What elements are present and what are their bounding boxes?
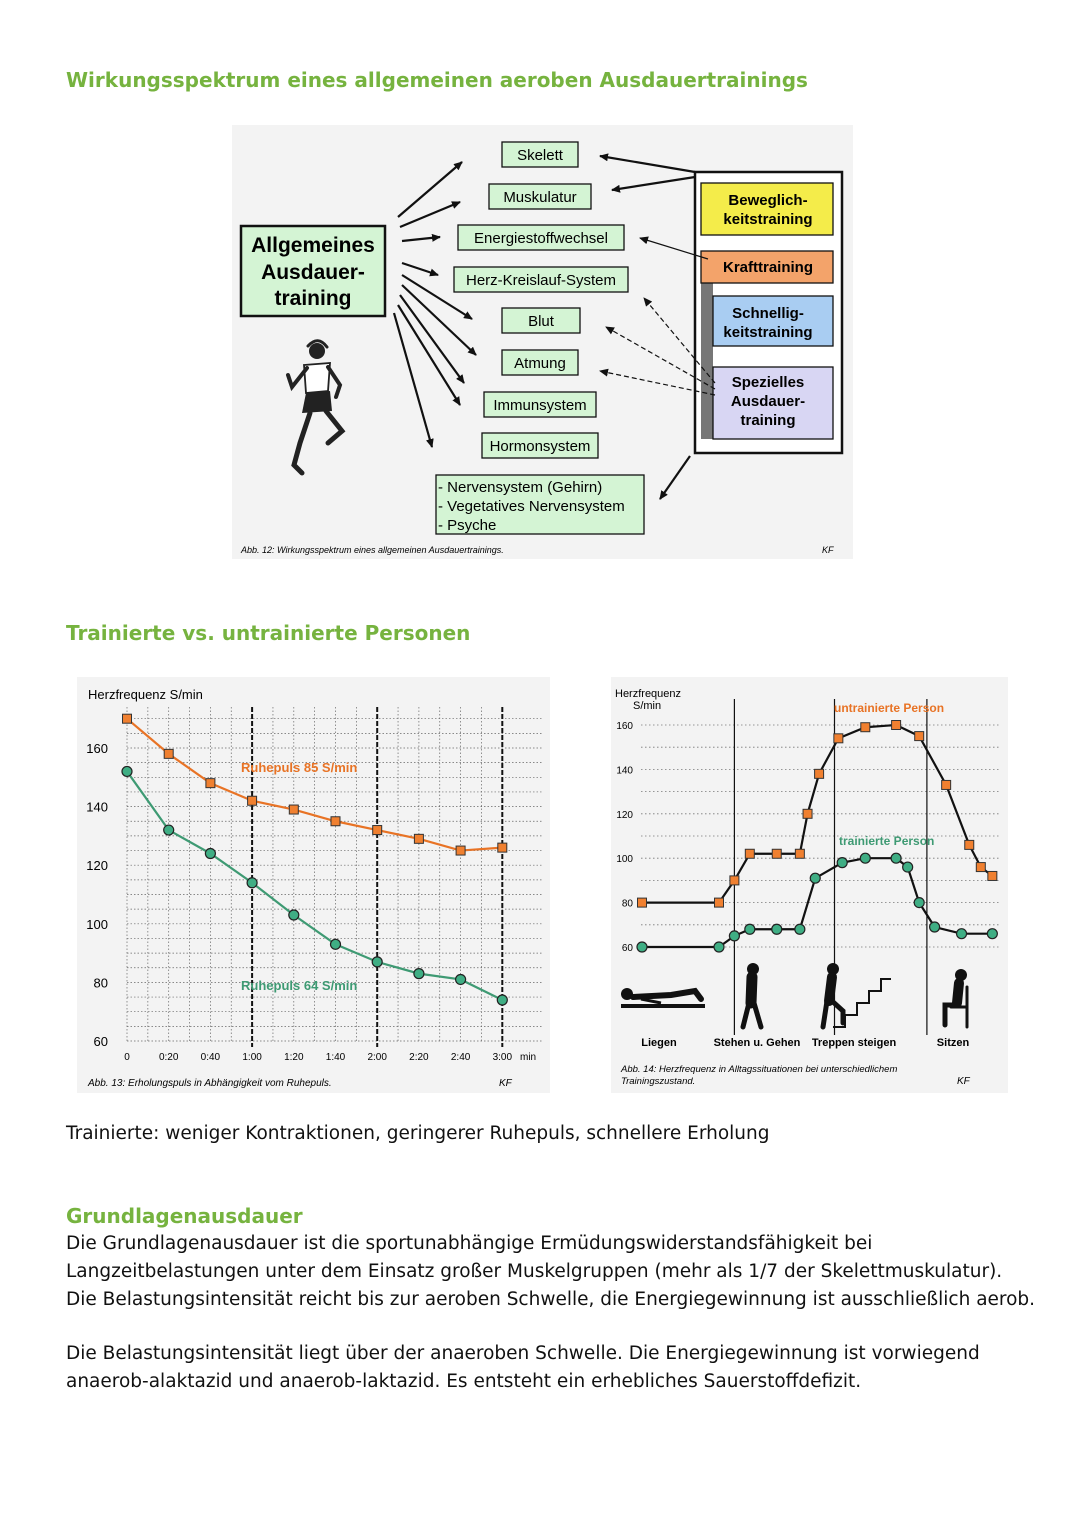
chart2-point-1: [637, 942, 647, 952]
chart2-point-0: [745, 849, 754, 858]
figure-credit-12: KF: [822, 545, 834, 555]
chart2-ytick: 140: [616, 765, 633, 777]
chart1-point-1: [497, 995, 507, 1005]
special-box-kraft: [701, 251, 833, 283]
chart2-ytick: 80: [621, 898, 633, 910]
anaerob-line-2: anaerob-alaktazid und anaerob-laktazid. Es entsteht ein erhebliches Sauerstoffdefizit.: [66, 1371, 862, 1392]
chart-alltagssituationen-svg: [611, 677, 1008, 1093]
chart2-point-1: [860, 853, 870, 863]
figure-caption-13: Abb. 13: Erholungspuls in Abhängigkeit vom Ruhepuls.: [88, 1078, 332, 1089]
chart2-ytick: 120: [616, 809, 633, 821]
chart1-point-0: [498, 843, 507, 852]
runner-figure: [288, 341, 342, 473]
chart1-xtick: 1:40: [325, 1052, 346, 1063]
target-label-energiestoffwechsel: Energiestoffwechsel: [474, 230, 608, 247]
chart1-point-1: [456, 974, 466, 984]
phase-label-sitzen: Sitzen: [936, 1037, 970, 1049]
chart2-point-1: [957, 929, 967, 939]
target-label-skelett: Skelett: [517, 147, 563, 164]
phase-label-liegen: Liegen: [641, 1037, 677, 1049]
summary-trainierte: Trainierte: weniger Kontraktionen, geringerer Ruhepuls, schnellere Erholung: [66, 1123, 770, 1144]
center-box-line-2: Ausdauer-: [261, 261, 365, 284]
special-label-spezielles-3: training: [740, 412, 796, 429]
target-box-blut: [502, 308, 580, 333]
chart1-xtick: 1:20: [284, 1052, 304, 1063]
chart2-ytick: 60: [621, 943, 633, 954]
chart2-point-1: [987, 929, 997, 939]
chart1-ytick: 80: [93, 975, 108, 991]
target-label-atmung: Atmung: [514, 355, 566, 372]
special-label-beweglichkeit-1: Beweglich-: [728, 192, 808, 209]
chart2-point-0: [715, 898, 724, 907]
grundlagen-line-1: Die Grundlagenausdauer ist die sportunabhängige Ermüdungswiderstandsfähigkeit bei: [66, 1233, 873, 1254]
chart2-ytick: 100: [616, 854, 633, 866]
chart1-point-0: [373, 826, 382, 835]
chart1-point-0: [164, 749, 173, 758]
center-box-line-3: training: [274, 287, 352, 310]
figure-credit-13: KF: [499, 1078, 512, 1089]
chart1-point-1: [331, 939, 341, 949]
chart2-point-0: [730, 876, 739, 885]
chart1-point-0: [206, 779, 215, 788]
special-box-spezielles-ausdauer: [713, 367, 833, 439]
chart1-xtick: 0:20: [158, 1052, 179, 1063]
chart1-x-unit: min: [520, 1052, 537, 1063]
chart2-point-1: [837, 858, 847, 868]
chart1-ytick: 140: [86, 799, 108, 815]
chart2-point-1: [795, 924, 805, 934]
figure-credit-14: KF: [957, 1076, 970, 1087]
chart2-point-1: [745, 924, 755, 934]
nerve-line-3: - Psyche: [438, 517, 497, 534]
chart1-point-1: [414, 969, 424, 979]
chart2-point-0: [965, 840, 974, 849]
chart2-point-0: [795, 849, 804, 858]
chart1-xtick: 3:00: [492, 1052, 513, 1063]
nerve-box: [436, 475, 644, 534]
chart1-point-0: [456, 846, 465, 855]
chart2-point-0: [892, 721, 901, 730]
chart1-ylabel: Herzfrequenz S/min: [88, 687, 203, 702]
target-label-blut: Blut: [528, 313, 554, 330]
lying-person-icon: [621, 988, 705, 1008]
chart2-point-1: [914, 898, 924, 908]
chart2-point-1: [930, 922, 940, 932]
chart1-xtick: 0: [124, 1052, 130, 1063]
special-label-schnelligkeit-1: Schnellig-: [732, 305, 804, 322]
phase-label-treppen: Treppen steigen: [811, 1037, 897, 1049]
chart1-ytick: 60: [93, 1034, 108, 1049]
chart2-point-1: [810, 873, 820, 883]
chart1-ytick: 120: [86, 858, 108, 874]
chart2-point-0: [815, 769, 824, 778]
chart2-point-1: [772, 924, 782, 934]
chart2-point-1: [729, 931, 739, 941]
target-box-immunsystem: [484, 392, 596, 417]
chart1-xtick: 2:20: [409, 1052, 429, 1063]
nerve-line-1: - Nervensystem (Gehirn): [438, 479, 603, 496]
chart1-point-0: [289, 805, 298, 814]
target-label-muskulatur: Muskulatur: [503, 189, 577, 206]
sitting-person-icon: [945, 969, 967, 1027]
chart2-ylabel-1: Herzfrequenz: [615, 688, 682, 700]
figure-wirkungsspektrum: [232, 125, 853, 559]
chart2-point-0: [861, 723, 870, 732]
special-box-schnelligkeit: [713, 296, 833, 346]
chart1-point-1: [122, 766, 132, 776]
chart1-series-label-untrained: Ruhepuls 85 S/min: [241, 760, 358, 775]
chart1-ytick: 160: [86, 741, 108, 756]
chart2-point-0: [772, 849, 781, 858]
grundlagen-line-3: Die Belastungsintensität reicht bis zur aeroben Schwelle, die Energiegewinnung ist ausschließlich aerob.: [66, 1289, 1036, 1310]
section-title-grundlagenausdauer: Grundlagenausdauer: [66, 1204, 303, 1228]
chart1-xtick: 2:40: [450, 1052, 471, 1063]
chart1-point-1: [289, 910, 299, 920]
chart1-point-0: [414, 834, 423, 843]
chart-erholungspuls: [77, 677, 550, 1093]
target-box-energiestoffwechsel: [458, 225, 624, 250]
special-label-kraft: Krafttraining: [723, 259, 813, 276]
figure-caption-14-line-1: Abb. 14: Herzfrequenz in Alltagssituationen bei unterschiedlichem: [621, 1064, 898, 1075]
chart2-point-0: [638, 898, 647, 907]
wirkungsspektrum-diagram: [232, 125, 853, 559]
chart1-xtick: 2:00: [367, 1052, 387, 1063]
figure-caption-12: Abb. 12: Wirkungsspektrum eines allgemeinen Ausdauertrainings.: [241, 545, 504, 555]
target-box-muskulatur: [489, 184, 591, 209]
chart1-point-1: [372, 957, 382, 967]
chart-erholungspuls-svg: [77, 677, 550, 1093]
chart2-point-1: [714, 942, 724, 952]
chart1-xtick: 1:00: [242, 1052, 262, 1063]
chart2-ylabel-2: S/min: [633, 700, 662, 712]
chart1-point-0: [248, 796, 257, 805]
chart1-series-label-trained: Ruhepuls 64 S/min: [241, 978, 358, 993]
section-title-wirkungsspektrum: Wirkungsspektrum eines allgemeinen aeroben Ausdauertrainings: [66, 68, 808, 92]
figure-caption-14-line-2: Trainingszustand.: [621, 1076, 696, 1087]
special-label-spezielles-1: Spezielles: [731, 374, 805, 391]
target-box-skelett: [502, 142, 578, 167]
chart1-point-1: [247, 878, 257, 888]
chart1-xtick: 0:40: [200, 1052, 221, 1063]
walking-person-icon: [743, 963, 761, 1027]
target-box-atmung: [502, 350, 578, 375]
chart1-point-1: [205, 848, 215, 858]
target-label-immunsystem: Immunsystem: [493, 397, 587, 414]
chart1-ytick: 100: [86, 916, 108, 932]
chart2-ytick: 160: [616, 721, 633, 732]
target-label-hormonsystem: Hormonsystem: [489, 438, 591, 455]
special-label-schnelligkeit-2: keitstraining: [723, 324, 813, 341]
chart1-point-1: [164, 825, 174, 835]
chart2-series-label-trained: trainierte Person: [839, 834, 935, 848]
nerve-line-2: - Vegetatives Nervensystem: [438, 498, 625, 515]
target-box-hormonsystem: [482, 433, 598, 458]
phase-label-stehen: Stehen u. Gehen: [713, 1037, 801, 1049]
chart2-point-0: [988, 871, 997, 880]
chart-alltagssituationen: [611, 677, 1008, 1093]
anaerob-line-1: Die Belastungsintensität liegt über der anaeroben Schwelle. Die Energiegewinnung ist vorwiegend: [66, 1343, 980, 1364]
chart2-point-0: [803, 809, 812, 818]
chart2-point-1: [903, 862, 913, 872]
grundlagen-line-2: Langzeitbelastungen unter dem Einsatz großer Muskelgruppen (mehr als 1/7 der Skelettmuskulatur).: [66, 1261, 1003, 1282]
chart1-point-0: [331, 817, 340, 826]
center-box-line-1: Allgemeines: [251, 234, 375, 257]
special-label-spezielles-2: Ausdauer-: [730, 393, 806, 410]
chart2-point-0: [834, 734, 843, 743]
section-title-trainierte: Trainierte vs. untrainierte Personen: [66, 621, 471, 645]
target-label-herz-kreislauf: Herz-Kreislauf-System: [465, 272, 617, 289]
chart2-point-1: [891, 853, 901, 863]
chart2-series-label-untrained: untrainierte Person: [834, 701, 945, 715]
chart1-point-0: [123, 714, 132, 723]
target-box-herz-kreislauf: [454, 267, 628, 292]
special-label-beweglichkeit-2: keitstraining: [723, 211, 813, 228]
chart2-point-0: [942, 780, 951, 789]
chart2-point-0: [915, 732, 924, 741]
special-box-beweglichkeit: [701, 183, 833, 235]
chart2-point-0: [976, 863, 985, 872]
stairs-person-icon: [823, 963, 891, 1027]
